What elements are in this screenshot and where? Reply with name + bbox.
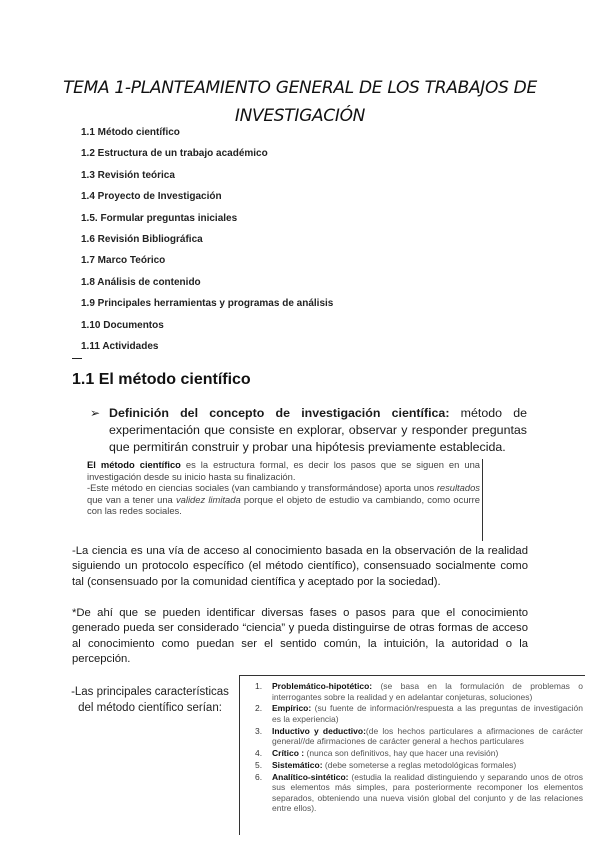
features-box-border-top — [239, 675, 585, 676]
toc-item: 1.8 Análisis de contenido — [81, 276, 201, 288]
page-title-line-2: INVESTIGACIÓN — [234, 106, 366, 126]
toc-item: 1.10 Documentos — [81, 319, 164, 331]
list-item — [255, 760, 583, 771]
toc-item: 1.9 Principales herramientas y programas de análisis — [81, 298, 334, 310]
page-title — [60, 74, 540, 130]
section-heading: 1.1 El método científico — [72, 371, 251, 388]
feature-text: (de los hechos particulares a afirmaciones de carácter general//de afirmaciones de carácter general a hechos particulares — [272, 725, 584, 747]
feature-term: Crítico : — [272, 748, 305, 759]
list-item — [255, 703, 583, 724]
note-paragraph-1 — [87, 459, 480, 482]
feature-text: (estudia la realidad distinguiendo y separando unos de otros sus elementos más simples, para posteriormente recomponer los elementos separados, obteniendo una nueva visión global del conjunto y de las relaciones entre ellos). — [272, 771, 583, 814]
list-item — [255, 681, 583, 702]
features-list — [255, 681, 583, 815]
list-number: 2. — [255, 703, 263, 714]
definition-text: método de experimentación que consiste en explorar, observar y responder preguntas que permitirán construir y probar una hipótesis previamente establecida. — [109, 406, 528, 454]
page-title-line-1: TEMA 1-PLANTEAMIENTO GENERAL DE LOS TRABAJOS DE — [63, 78, 537, 98]
toc-item: 1.11 Actividades — [81, 340, 159, 352]
feature-text: (se basa en la formulación de problemas o interrogantes sobre la realidad y en adelantar conjeturas, soluciones) — [272, 681, 583, 702]
feature-text: (nunca son definitivos, hay que hacer una revisión) — [304, 748, 499, 759]
feature-text: (debe someterse a reglas metodológicas formales) — [322, 759, 517, 770]
toc-item: 1.6 Revisión Bibliográfica — [81, 233, 203, 245]
note-italic: resultados — [436, 482, 480, 494]
feature-term: Analítico-sintético: — [272, 771, 349, 782]
features-label: -Las principales características del método científico serían: — [71, 686, 229, 714]
note-text: que van a tener una — [87, 493, 176, 505]
note-term: El método científico — [87, 459, 181, 470]
note-text: -Este método en ciencias sociales (van cambiando y transformándose) aporta unos — [87, 482, 437, 494]
toc-item: 1.5. Formular preguntas iniciales — [81, 212, 238, 224]
definition-body — [92, 405, 527, 456]
list-item — [255, 772, 583, 814]
list-number: 5. — [255, 759, 263, 770]
feature-term: Empírico: — [272, 703, 312, 714]
arrow-bullet-icon: ➢ — [90, 406, 101, 420]
body-paragraph-2: *De ahí que se pueden identificar diversas fases o pasos para que el conocimiento generado pueda ser considerado “ciencia” y pueda distinguirse de otras formas de acceso al conocimiento como puedan ser el sentido común, la intuición, la autoridad o la percepción. — [72, 607, 528, 665]
boxed-note — [87, 459, 480, 517]
note-text: es la estructura formal, es decir los pasos que se siguen en una investigación desde su inicio hasta su finalización. — [87, 459, 481, 482]
list-number: 4. — [255, 748, 263, 759]
features-box-border-left — [239, 675, 240, 835]
feature-text: (su fuente de información/respuesta a las preguntas de investigación es la experiencia) — [272, 703, 583, 724]
note-paragraph-2 — [87, 482, 480, 517]
feature-term: Sistemático: — [272, 759, 323, 770]
toc-separator — [72, 358, 82, 359]
list-item — [255, 726, 583, 747]
toc-item: 1.1 Método científico — [81, 127, 180, 138]
table-of-contents — [81, 127, 333, 362]
note-border — [482, 459, 483, 541]
note-text: porque el objeto de estudio va cambiando, como ocurre con las redes sociales. — [87, 493, 480, 517]
list-number: 1. — [255, 681, 263, 691]
toc-item: 1.2 Estructura de un trabajo académico — [81, 148, 268, 160]
definition-block — [92, 405, 527, 456]
toc-item: 1.4 Proyecto de Investigación — [81, 191, 222, 203]
feature-term: Problemático-hipotético: — [272, 681, 373, 691]
toc-item: 1.3 Revisión teórica — [81, 169, 175, 181]
note-italic: validez limitada — [175, 493, 241, 505]
body-paragraph-1: -La ciencia es una vía de acceso al conocimiento basada en la observación de la realidad siguiendo un protocolo específico (el método científico), consensuado socialmente como tal (consensuado por la comunidad científica y aceptado por la sociedad). — [72, 545, 528, 588]
list-number: 6. — [255, 771, 263, 782]
list-item — [255, 748, 583, 759]
toc-item: 1.7 Marco Teórico — [81, 255, 166, 267]
features-box — [239, 675, 585, 835]
list-number: 3. — [255, 725, 263, 736]
definition-term: Definición del concepto de investigación científica: — [109, 406, 450, 420]
feature-term: Inductivo y deductivo: — [272, 725, 366, 736]
